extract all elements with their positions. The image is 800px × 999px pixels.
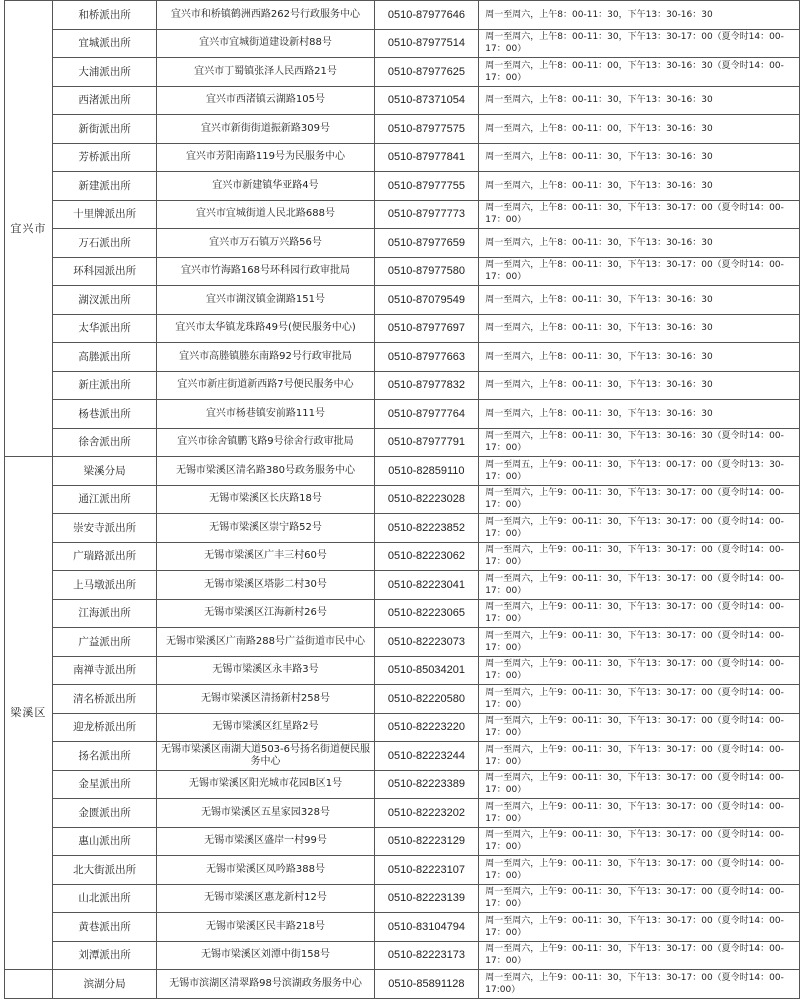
station-name-cell: 新建派出所 xyxy=(52,172,157,201)
address-cell: 宜兴市徐舍镇鹏飞路9号徐舍行政审批局 xyxy=(157,428,374,457)
station-name-cell: 高塍派出所 xyxy=(52,343,157,372)
table-row xyxy=(5,58,800,87)
table-row xyxy=(5,172,800,201)
phone-cell: 0510-82223852 xyxy=(374,514,479,543)
address-cell: 宜兴市湖汊镇金湖路151号 xyxy=(157,286,374,315)
district-cell xyxy=(5,970,53,999)
station-name-cell: 扬名派出所 xyxy=(52,742,157,771)
table-row xyxy=(5,400,800,429)
address-cell: 宜兴市新街街道振新路309号 xyxy=(157,115,374,144)
table-row xyxy=(5,913,800,942)
station-name-cell: 刘潭派出所 xyxy=(52,941,157,970)
office-hours-cell: 周一至周六，上午8：00-11：30，下午13：30-16：30 xyxy=(479,86,800,115)
phone-cell: 0510-82223041 xyxy=(374,571,479,600)
address-cell: 宜兴市宜城街道建设新村88号 xyxy=(157,29,374,58)
phone-cell: 0510-82223073 xyxy=(374,628,479,657)
address-cell: 宜兴市高塍镇塍东南路92号行政审批局 xyxy=(157,343,374,372)
office-hours-cell: 周一至周六，上午9：00-11：30，下午13：30-17：00（夏令时14：00-17：00） xyxy=(479,571,800,600)
address-cell: 宜兴市杨巷镇安前路111号 xyxy=(157,400,374,429)
phone-cell: 0510-87977575 xyxy=(374,115,479,144)
office-hours-cell: 周一至周六，上午8：00-11：00，下午13：30-16：30（夏令时14：00-17：00） xyxy=(479,58,800,87)
table-row xyxy=(5,856,800,885)
table-row xyxy=(5,86,800,115)
phone-cell: 0510-82223202 xyxy=(374,799,479,828)
phone-cell: 0510-87977580 xyxy=(374,257,479,286)
phone-cell: 0510-85034201 xyxy=(374,656,479,685)
table-row xyxy=(5,827,800,856)
address-cell: 宜兴市和桥镇鹤洲西路262号行政服务中心 xyxy=(157,1,374,30)
address-cell: 无锡市梁溪区江海新村26号 xyxy=(157,599,374,628)
station-name-cell: 金星派出所 xyxy=(52,770,157,799)
station-name-cell: 金匮派出所 xyxy=(52,799,157,828)
address-cell: 无锡市梁溪区五星家园328号 xyxy=(157,799,374,828)
phone-cell: 0510-85891128 xyxy=(374,970,479,999)
station-name-cell: 惠山派出所 xyxy=(52,827,157,856)
address-cell: 无锡市梁溪区惠龙新村12号 xyxy=(157,884,374,913)
district-cell: 宜兴市 xyxy=(5,1,53,457)
address-cell: 无锡市梁溪区阳光城市花园B区1号 xyxy=(157,770,374,799)
address-cell: 无锡市梁溪区南湖大道503-6号扬名街道便民服务中心 xyxy=(157,742,374,771)
phone-cell: 0510-87977841 xyxy=(374,143,479,172)
address-cell: 无锡市梁溪区红星路2号 xyxy=(157,713,374,742)
station-name-cell: 北大街派出所 xyxy=(52,856,157,885)
station-name-cell: 新庄派出所 xyxy=(52,371,157,400)
phone-cell: 0510-87977755 xyxy=(374,172,479,201)
station-name-cell: 广益派出所 xyxy=(52,628,157,657)
phone-cell: 0510-82223065 xyxy=(374,599,479,628)
station-name-cell: 新街派出所 xyxy=(52,115,157,144)
phone-cell: 0510-87977791 xyxy=(374,428,479,457)
table-row xyxy=(5,542,800,571)
address-cell: 无锡市梁溪区崇宁路52号 xyxy=(157,514,374,543)
table-row xyxy=(5,770,800,799)
phone-cell: 0510-87977773 xyxy=(374,200,479,229)
address-cell: 无锡市梁溪区长庆路18号 xyxy=(157,485,374,514)
table-row xyxy=(5,143,800,172)
station-name-cell: 和桥派出所 xyxy=(52,1,157,30)
table-row xyxy=(5,115,800,144)
phone-cell: 0510-87977659 xyxy=(374,229,479,258)
address-cell: 宜兴市丁蜀镇张泽人民西路21号 xyxy=(157,58,374,87)
address-cell: 无锡市梁溪区清扬新村258号 xyxy=(157,685,374,714)
table-row xyxy=(5,599,800,628)
station-name-cell: 十里牌派出所 xyxy=(52,200,157,229)
table-row xyxy=(5,257,800,286)
office-hours-cell: 周一至周六，上午9：00-11：30，下午13：30-17：00（夏令时14：00-17：00） xyxy=(479,542,800,571)
office-hours-cell: 周一至周六，上午9：00-11：30，下午13：30-17：00（夏令时14：00-17：00） xyxy=(479,685,800,714)
address-cell: 无锡市滨湖区清翠路98号滨湖政务服务中心 xyxy=(157,970,374,999)
address-cell: 宜兴市新建镇华亚路4号 xyxy=(157,172,374,201)
office-hours-cell: 周一至周六，上午9：00-11：30，下午13：30-17：00（夏令时14：00-17：00） xyxy=(479,941,800,970)
phone-cell: 0510-87977663 xyxy=(374,343,479,372)
table-row xyxy=(5,742,800,771)
table-row xyxy=(5,485,800,514)
address-cell: 无锡市梁溪区凤吟路388号 xyxy=(157,856,374,885)
station-name-cell: 湖汊派出所 xyxy=(52,286,157,315)
office-hours-cell: 周一至周六，上午8：00-11：30，下午13：30-16：30 xyxy=(479,314,800,343)
address-cell: 宜兴市万石镇万兴路56号 xyxy=(157,229,374,258)
office-hours-cell: 周一至周六，上午9：00-11：30，下午13：30-17：00（夏令时14：00-17：00） xyxy=(479,884,800,913)
office-hours-cell: 周一至周六，上午8：00-11：30，下午13：30-16：30 xyxy=(479,143,800,172)
office-hours-cell: 周一至周六，上午9：00-11：30，下午13：30-17：00（夏令时14：00-17：00） xyxy=(479,742,800,771)
phone-cell: 0510-82223389 xyxy=(374,770,479,799)
table-row xyxy=(5,1,800,30)
address-cell: 无锡市梁溪区广丰三村60号 xyxy=(157,542,374,571)
office-hours-cell: 周一至周六，上午8：00-11：30，下午13：30-17：00（夏令时14：00-17：00） xyxy=(479,200,800,229)
table-row xyxy=(5,29,800,58)
address-cell: 无锡市梁溪区塔影二村30号 xyxy=(157,571,374,600)
phone-cell: 0510-82223129 xyxy=(374,827,479,856)
address-cell: 宜兴市新庄街道新西路7号便民服务中心 xyxy=(157,371,374,400)
table-row xyxy=(5,884,800,913)
table-body xyxy=(5,1,800,999)
phone-cell: 0510-87977514 xyxy=(374,29,479,58)
table-row xyxy=(5,656,800,685)
office-hours-cell: 周一至周六，上午9：00-11：30，下午13：30-17：00（夏令时14：00-17：00） xyxy=(479,514,800,543)
table-row xyxy=(5,941,800,970)
phone-cell: 0510-87977646 xyxy=(374,1,479,30)
station-name-cell: 迎龙桥派出所 xyxy=(52,713,157,742)
phone-cell: 0510-87079549 xyxy=(374,286,479,315)
station-name-cell: 梁溪分局 xyxy=(52,457,157,486)
table-row xyxy=(5,428,800,457)
office-hours-cell: 周一至周六，上午9：00-11：30，下午13：30-17：00（夏令时14：00-17：00） xyxy=(479,599,800,628)
table-row xyxy=(5,457,800,486)
table-row xyxy=(5,343,800,372)
station-name-cell: 大浦派出所 xyxy=(52,58,157,87)
station-name-cell: 广瑞路派出所 xyxy=(52,542,157,571)
office-hours-cell: 周一至周六，上午9：00-11：30，下午13：30-17：00（夏令时14：00-17：00） xyxy=(479,913,800,942)
station-name-cell: 滨湖分局 xyxy=(52,970,157,999)
table-row xyxy=(5,799,800,828)
office-hours-cell: 周一至周六，上午9：00-11：30，下午13：30-17：00（夏令时14：00-17：00） xyxy=(479,770,800,799)
station-name-cell: 通江派出所 xyxy=(52,485,157,514)
station-name-cell: 杨巷派出所 xyxy=(52,400,157,429)
table-row xyxy=(5,286,800,315)
table-row xyxy=(5,628,800,657)
table-row xyxy=(5,229,800,258)
address-cell: 无锡市梁溪区清名路380号政务服务中心 xyxy=(157,457,374,486)
office-hours-cell: 周一至周六，上午9：00-11：30，下午13：30-17：00（夏令时14：00-17：00） xyxy=(479,827,800,856)
address-cell: 无锡市梁溪区盛岸一村99号 xyxy=(157,827,374,856)
table-row xyxy=(5,314,800,343)
phone-cell: 0510-82220580 xyxy=(374,685,479,714)
phone-cell: 0510-83104794 xyxy=(374,913,479,942)
office-hours-cell: 周一至周六，上午8：00-11：30，下午13：30-16：30 xyxy=(479,343,800,372)
district-cell: 梁溪区 xyxy=(5,457,53,970)
office-hours-cell: 周一至周六，上午9：00-11：30，下午13：30-17：00（夏令时14：00-17：00） xyxy=(479,713,800,742)
phone-cell: 0510-87977832 xyxy=(374,371,479,400)
table-row xyxy=(5,970,800,999)
office-hours-cell: 周一至周六，上午8：00-11：30，下午13：30-16：30 xyxy=(479,371,800,400)
address-cell: 宜兴市芳阳南路119号为民服务中心 xyxy=(157,143,374,172)
police-station-table xyxy=(4,0,800,999)
station-name-cell: 崇安寺派出所 xyxy=(52,514,157,543)
phone-cell: 0510-87977625 xyxy=(374,58,479,87)
phone-cell: 0510-82859110 xyxy=(374,457,479,486)
station-name-cell: 环科园派出所 xyxy=(52,257,157,286)
station-name-cell: 山北派出所 xyxy=(52,884,157,913)
table-row xyxy=(5,713,800,742)
station-name-cell: 清名桥派出所 xyxy=(52,685,157,714)
office-hours-cell: 周一至周六，上午9：00-11：30，下午13：30-17：00（夏令时14：00-17：00） xyxy=(479,656,800,685)
phone-cell: 0510-82223062 xyxy=(374,542,479,571)
phone-cell: 0510-87977764 xyxy=(374,400,479,429)
phone-cell: 0510-82223139 xyxy=(374,884,479,913)
office-hours-cell: 周一至周六，上午8：00-11：30，下午13：30-17：00（夏令时14：00-17：00） xyxy=(479,29,800,58)
office-hours-cell: 周一至周六，上午8：00-11：30，下午13：30-16：30 xyxy=(479,400,800,429)
station-name-cell: 黄巷派出所 xyxy=(52,913,157,942)
phone-cell: 0510-82223220 xyxy=(374,713,479,742)
address-cell: 无锡市梁溪区刘潭中街158号 xyxy=(157,941,374,970)
address-cell: 无锡市梁溪区民丰路218号 xyxy=(157,913,374,942)
station-name-cell: 芳桥派出所 xyxy=(52,143,157,172)
station-name-cell: 宜城派出所 xyxy=(52,29,157,58)
phone-cell: 0510-82223107 xyxy=(374,856,479,885)
office-hours-cell: 周一至周六，上午8：00-11：30，下午13：30-16：30 xyxy=(479,286,800,315)
station-name-cell: 上马墩派出所 xyxy=(52,571,157,600)
phone-cell: 0510-82223244 xyxy=(374,742,479,771)
station-name-cell: 徐舍派出所 xyxy=(52,428,157,457)
office-hours-cell: 周一至周六，上午9：00-11：30，下午13：30-17：00（夏令时14：00-17:00） xyxy=(479,970,800,999)
office-hours-cell: 周一至周六，上午9：00-11：30，下午13：30-17：00（夏令时14：00-17：00） xyxy=(479,485,800,514)
office-hours-cell: 周一至周六，上午8：00-11：30，下午13：30-16：30 xyxy=(479,1,800,30)
office-hours-cell: 周一至周六，上午8：00-11：30，下午13：30-16：30（夏令时14：00-17：00） xyxy=(479,428,800,457)
station-name-cell: 南禅寺派出所 xyxy=(52,656,157,685)
station-name-cell: 江海派出所 xyxy=(52,599,157,628)
office-hours-cell: 周一至周六，上午9：00-11：30，下午13：30-17：00（夏令时14：00-17：00） xyxy=(479,628,800,657)
address-cell: 宜兴市竹海路168号环科园行政审批局 xyxy=(157,257,374,286)
station-name-cell: 万石派出所 xyxy=(52,229,157,258)
office-hours-cell: 周一至周六，上午8：00-11：00，下午13：30-16：30 xyxy=(479,115,800,144)
address-cell: 宜兴市宜城街道人民北路688号 xyxy=(157,200,374,229)
table-row xyxy=(5,200,800,229)
table-row xyxy=(5,571,800,600)
table-row xyxy=(5,685,800,714)
table-row xyxy=(5,371,800,400)
address-cell: 无锡市梁溪区广南路288号广益街道市民中心 xyxy=(157,628,374,657)
phone-cell: 0510-87371054 xyxy=(374,86,479,115)
office-hours-cell: 周一至周六，上午8：00-11：30，下午13：30-16：30 xyxy=(479,172,800,201)
office-hours-cell: 周一至周五，上午9：00-11：30，下午13：00-17：00（夏令时13：30-17：00） xyxy=(479,457,800,486)
phone-cell: 0510-87977697 xyxy=(374,314,479,343)
station-name-cell: 太华派出所 xyxy=(52,314,157,343)
address-cell: 无锡市梁溪区永丰路3号 xyxy=(157,656,374,685)
office-hours-cell: 周一至周六，上午9：00-11：30，下午13：30-17：00（夏令时14：00-17：00） xyxy=(479,799,800,828)
address-cell: 宜兴市西渚镇云湖路105号 xyxy=(157,86,374,115)
phone-cell: 0510-82223173 xyxy=(374,941,479,970)
office-hours-cell: 周一至周六，上午8：00-11：30，下午13：30-17：00（夏令时14：00-17：00） xyxy=(479,257,800,286)
phone-cell: 0510-82223028 xyxy=(374,485,479,514)
address-cell: 宜兴市太华镇龙珠路49号(便民服务中心) xyxy=(157,314,374,343)
office-hours-cell: 周一至周六，上午9：00-11：30，下午13：30-17：00（夏令时14：00-17：00） xyxy=(479,856,800,885)
table-row xyxy=(5,514,800,543)
office-hours-cell: 周一至周六，上午8：00-11：30，下午13：30-16：30 xyxy=(479,229,800,258)
station-name-cell: 西渚派出所 xyxy=(52,86,157,115)
